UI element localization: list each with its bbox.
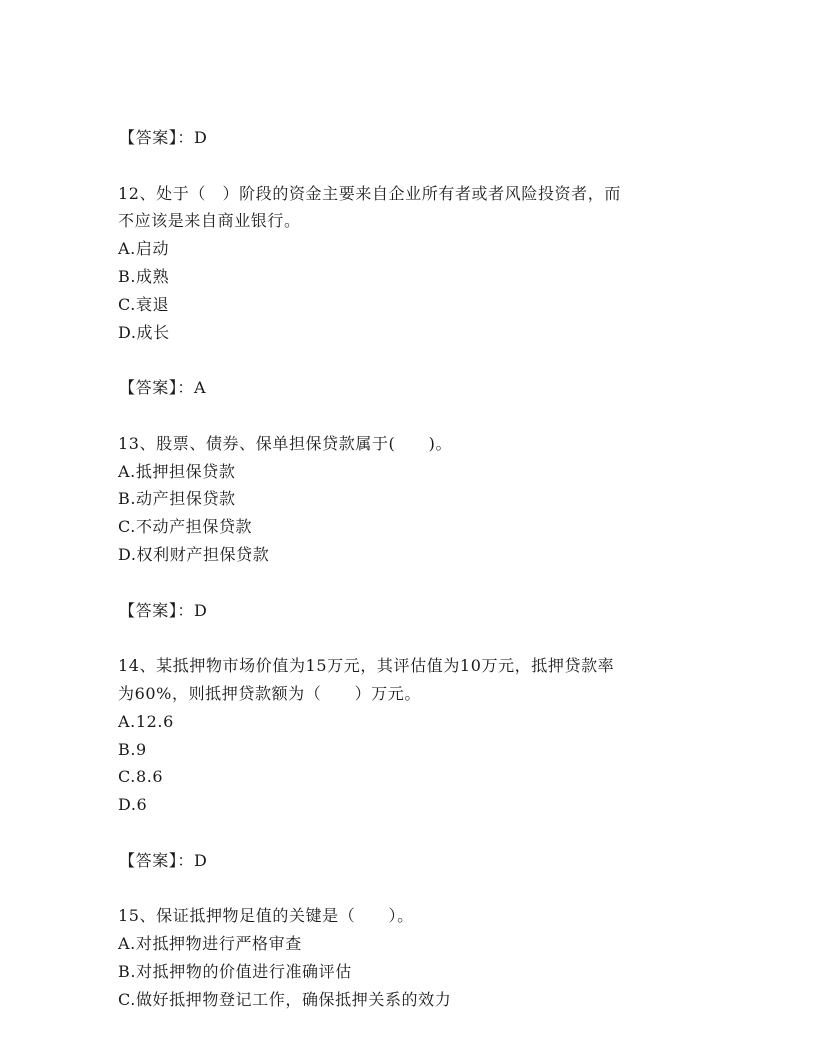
option-b: B.动产担保贷款 [118,489,236,509]
option-d: D.成长 [118,322,170,342]
option-c: C.衰退 [118,294,170,314]
spacer [118,402,718,430]
spacer [118,819,718,847]
question-stem: 为60%，则抵押贷款额为（ ）万元。 [118,683,421,703]
spacer [118,624,718,652]
option-c: C.8.6 [118,767,164,787]
option-d: D.6 [118,795,148,815]
option-c: C.做好抵押物登记工作，确保抵押关系的效力 [118,989,452,1009]
option-b: B.成熟 [118,266,170,286]
answer-line: 【答案】：D [119,600,208,620]
question-stem: 不应该是来自商业银行。 [118,211,301,231]
question-12 [118,180,718,347]
option-a: A.对抵押物进行严格审查 [118,934,302,954]
answer-line: 【答案】：D [119,850,208,870]
option-a: A.抵押担保贷款 [118,461,236,481]
question-14 [118,652,718,819]
option-a: A.12.6 [118,711,174,731]
spacer [118,875,718,903]
question-13 [118,430,718,569]
question-stem: 14、某抵押物市场价值为15万元，其评估值为10万元，抵押贷款率 [118,656,615,676]
question-stem: 12、处于（ ）阶段的资金主要来自企业所有者或者风险投资者，而 [118,183,621,203]
answer-line: 【答案】：D [119,128,208,147]
spacer [118,569,718,597]
option-b: B.9 [118,739,147,759]
option-d: D.权利财产担保贷款 [118,544,270,564]
option-c: C.不动产担保贷款 [118,517,253,537]
option-a: A.启动 [118,239,170,259]
spacer [118,346,718,374]
option-b: B.对抵押物的价值进行准确评估 [118,961,352,981]
spacer [118,152,718,180]
question-stem: 15、保证抵押物足值的关键是（ ）。 [118,906,414,926]
document-page [118,124,718,1014]
question-15 [118,902,718,1013]
answer-line: 【答案】：A [119,378,207,398]
question-stem: 13、股票、债券、保单担保贷款属于( )。 [118,433,453,453]
